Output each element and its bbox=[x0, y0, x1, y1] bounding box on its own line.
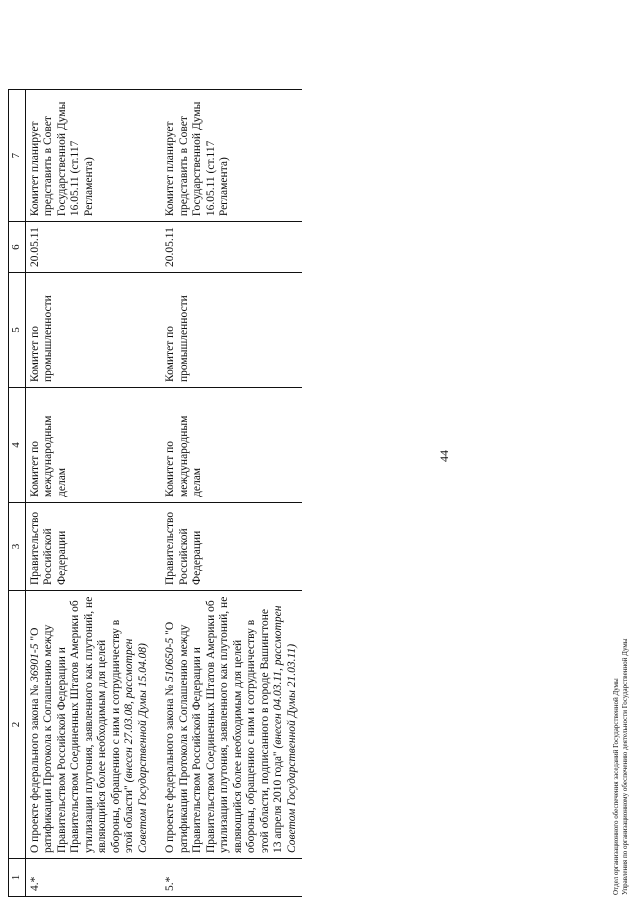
row-number: 5.* bbox=[161, 859, 302, 897]
row-spacer bbox=[153, 90, 161, 897]
bill-note: (внесен 27.03.08, рассмотрен Советом Государственной Думы 15.04.08) bbox=[123, 638, 149, 853]
date-cell: 20.05.11 bbox=[25, 222, 153, 273]
column-header: 3 bbox=[9, 503, 26, 591]
initiator-cell: Правительство Российской Федерации bbox=[161, 503, 302, 591]
bill-title-cell bbox=[25, 591, 153, 859]
column-header: 7 bbox=[9, 90, 26, 222]
bill-title-prefix: О проекте федерального закона № bbox=[164, 681, 176, 853]
bill-title-cell bbox=[161, 591, 302, 859]
plan-cell: Комитет планирует представить в Совет Государственной Думы 16.05.11 (ст.117 Регламента) bbox=[25, 90, 153, 222]
co-committee-cell: Комитет по промышленности bbox=[161, 273, 302, 388]
bills-table bbox=[8, 89, 302, 897]
bill-title-prefix: О проекте федерального закона № bbox=[28, 681, 41, 853]
plan-cell: Комитет планирует представить в Совет Государственной Думы 16.05.11 (ст.117 Регламента) bbox=[161, 90, 302, 222]
co-committee-cell: Комитет по промышленности bbox=[25, 273, 153, 388]
bill-note: (внесен 04.03.11, рассмотрен Советом Государственной Думы 21.03.11) bbox=[272, 605, 298, 853]
footer-line: Отдел организационного обеспечения заседаний Государственной Думы bbox=[612, 678, 620, 895]
table-header-row bbox=[9, 90, 26, 897]
bill-title-body: "О ратификации Протокола к Соглашению между Правительством Российской Федерации и Правительством Соединенных Штатов Америки об утилизации плутония, заявленного как плутоний, не являющийся более необходимым для целей обороны, обращению с ним и сотрудничеству в этой области, подписанного в городе Вашингтоне 13 апреля 2010 года" bbox=[164, 596, 284, 853]
column-header: 6 bbox=[9, 222, 26, 273]
table-row bbox=[25, 90, 153, 897]
footer bbox=[612, 639, 630, 895]
column-header: 2 bbox=[9, 591, 26, 859]
row-number: 4.* bbox=[25, 859, 153, 897]
bill-number: 36901-5 bbox=[28, 643, 41, 682]
date-cell: 20.05.11 bbox=[161, 222, 302, 273]
bill-number: 510650-5 bbox=[164, 637, 176, 682]
page-number: 44 bbox=[437, 450, 451, 462]
column-header: 1 bbox=[9, 859, 26, 897]
bill-title-body: "О ратификации Протокола к Соглашению между Правительством Российской Федерации и Правительством Соединенных Штатов Америки об утилизации плутония, заявленного как плутоний, не являющийся более необходимым для целей обороны, обращению с ним и сотрудничеству в этой области" bbox=[28, 596, 135, 853]
column-header: 5 bbox=[9, 273, 26, 388]
responsible-committee-cell: Комитет по международным делам bbox=[25, 388, 153, 503]
column-header: 4 bbox=[9, 388, 26, 503]
responsible-committee-cell: Комитет по международным делам bbox=[161, 388, 302, 503]
footer-line: Управления по организационному обеспечению деятельности Государственной Думы bbox=[621, 638, 629, 895]
table-row bbox=[161, 90, 302, 897]
initiator-cell: Правительство Российской Федерации bbox=[25, 503, 153, 591]
